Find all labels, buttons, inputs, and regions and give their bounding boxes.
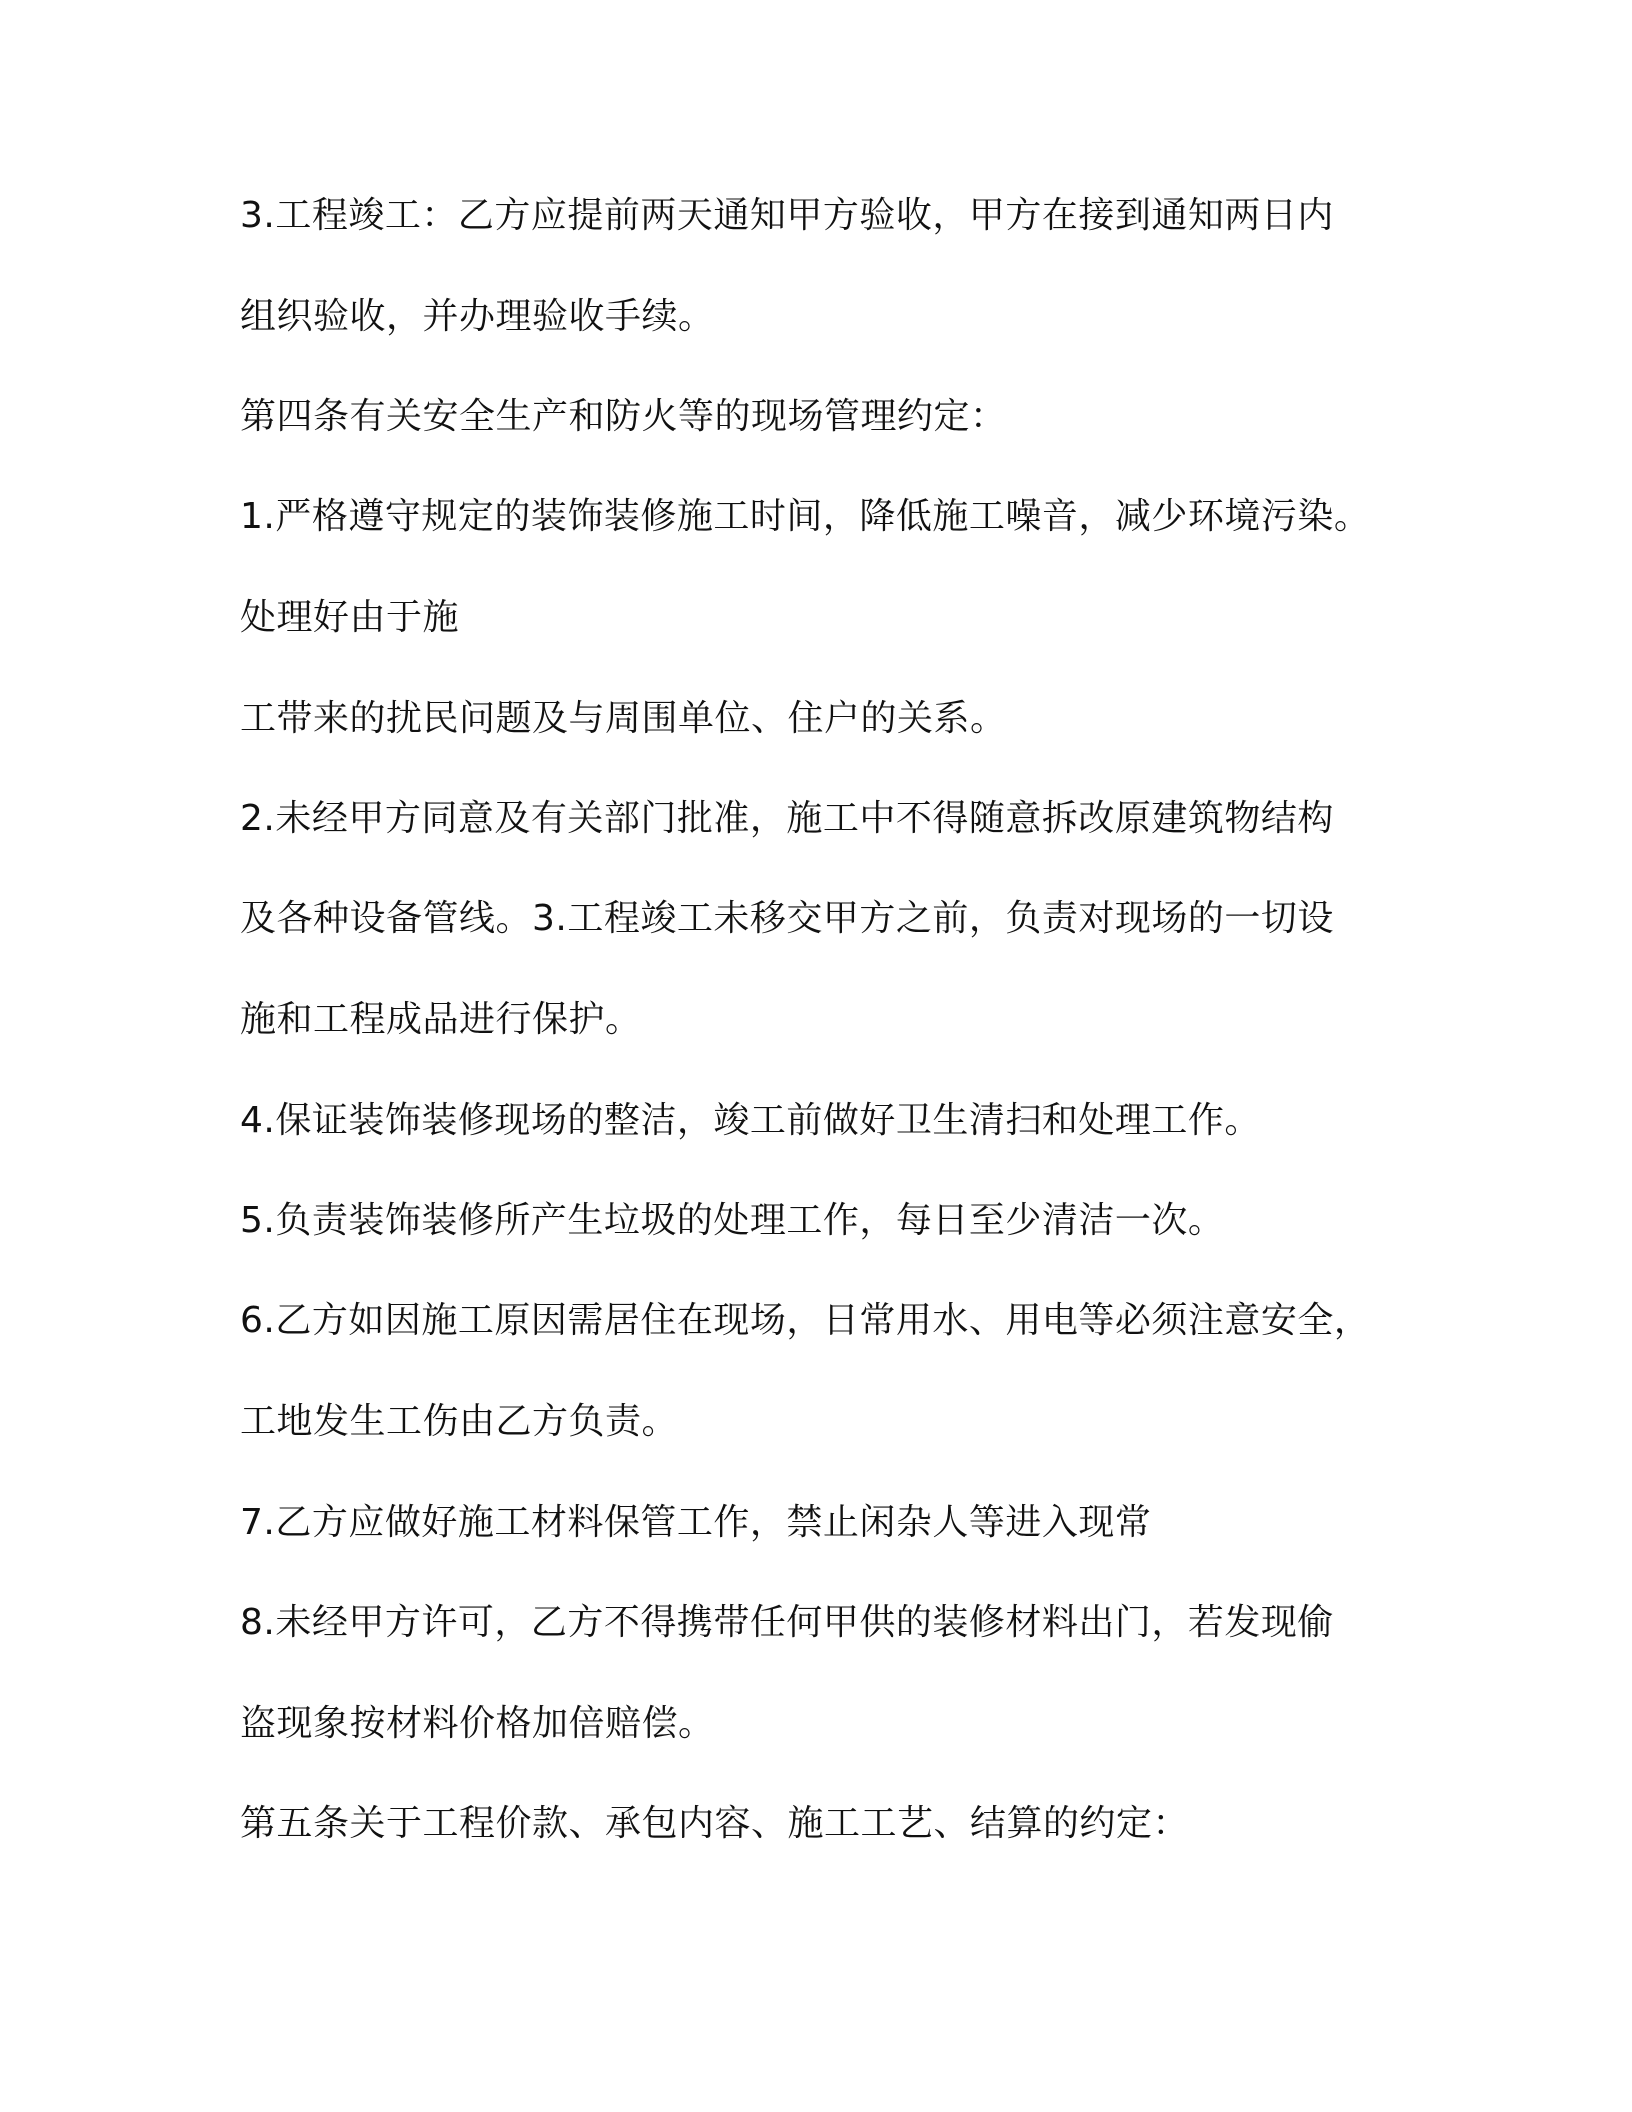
article-5-heading: 第五条关于工程价款、承包内容、施工工艺、结算的约定： xyxy=(240,1803,1190,1844)
item-6-line-1: 6.乙方如因施工原因需居住在现场，日常用水、用电等必须注意安全， xyxy=(240,1300,1371,1341)
clause-3-completion-line-1: 3.工程竣工：乙方应提前两天通知甲方验收，甲方在接到通知两日内 xyxy=(240,195,1334,236)
item-3-line-2: 施和工程成品进行保护。 xyxy=(240,999,642,1040)
item-6-line-2: 工地发生工伤由乙方负责。 xyxy=(240,1401,679,1442)
article-4-heading: 第四条有关安全生产和防火等的现场管理约定： xyxy=(240,396,1007,437)
clause-3-completion-line-2: 组织验收，并办理验收手续。 xyxy=(240,296,715,337)
item-1-line-3: 工带来的扰民问题及与周围单位、住户的关系。 xyxy=(240,698,1007,739)
item-8-line-1: 8.未经甲方许可，乙方不得携带任何甲供的装修材料出门，若发现偷 xyxy=(240,1602,1334,1643)
item-1-line-1: 1.严格遵守规定的装饰装修施工时间，降低施工噪音，减少环境污染。 xyxy=(240,496,1371,537)
item-5: 5.负责装饰装修所产生垃圾的处理工作，每日至少清洁一次。 xyxy=(240,1200,1225,1241)
item-1-line-2: 处理好由于施 xyxy=(240,597,460,638)
item-2-3-line: 及各种设备管线。3.工程竣工未移交甲方之前，负责对现场的一切设 xyxy=(240,898,1334,939)
item-8-line-2: 盗现象按材料价格加倍赔偿。 xyxy=(240,1703,715,1744)
item-7: 7.乙方应做好施工材料保管工作，禁止闲杂人等进入现常 xyxy=(240,1502,1152,1543)
item-2-line-1: 2.未经甲方同意及有关部门批准，施工中不得随意拆改原建筑物结构 xyxy=(240,798,1334,839)
item-4: 4.保证装饰装修现场的整洁，竣工前做好卫生清扫和处理工作。 xyxy=(240,1100,1261,1141)
